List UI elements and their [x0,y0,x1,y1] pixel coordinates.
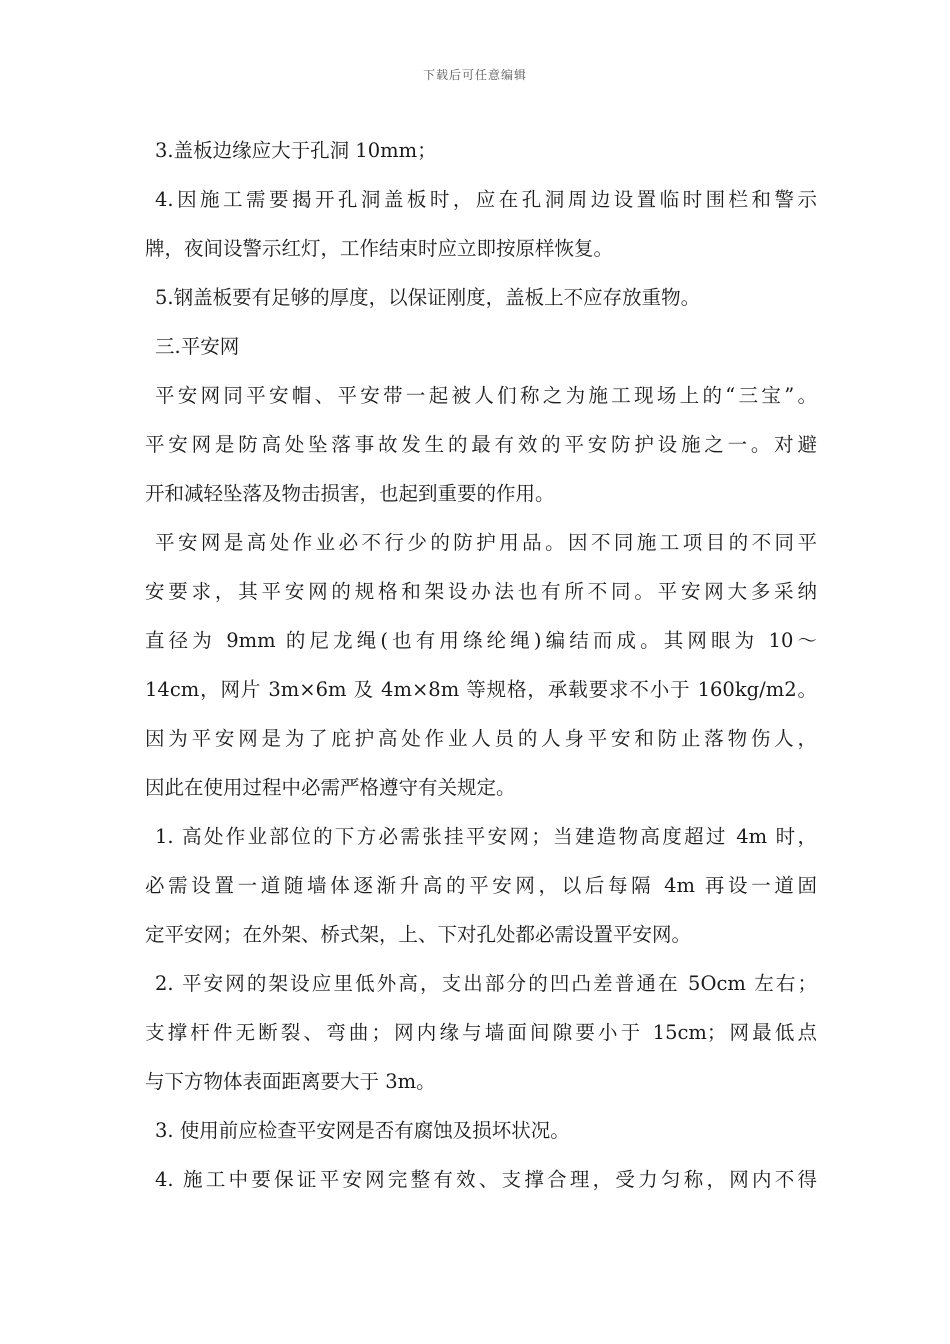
text-line: 平安网是高处作业必不行少的防护用品。因不同施工项目的不同平 [155,531,817,554]
text-line: 与下方物体表面距离要大于 3m。 [145,1070,436,1093]
text-line: 三.平安网 [155,335,240,358]
text-line: 2. 平安网的架设应里低外高，支出部分的凹凸差普通在 5Ocm 左右； [155,972,817,995]
text-line: 4. 施工中要保证平安网完整有效、支撑合理，受力匀称，网内不得 [155,1168,817,1191]
text-line: 牌，夜间设警示红灯，工作结束时应立即按原样恢复。 [145,237,614,260]
text-line: 直径为 9mm 的尼龙绳(也有用绦纶绳)编结而成。其网眼为 10～ [145,629,817,652]
text-line: 因此在使用过程中必需严格遵守有关规定。 [145,776,516,799]
text-line: 3. 使用前应检查平安网是否有腐蚀及损坏状况。 [155,1119,570,1142]
text-line: 定平安网；在外架、桥式架，上、下对孔处都必需设置平安网。 [145,923,692,946]
text-line: 1. 高处作业部位的下方必需张挂平安网；当建造物高度超过 4m 时， [155,825,817,848]
text-line: 4.因施工需要揭开孔洞盖板时，应在孔洞周边设置临时围栏和警示 [155,188,817,211]
text-line: 必需设置一道随墙体逐渐升高的平安网，以后每隔 4m 再设一道固 [145,874,817,897]
text-line: 5.钢盖板要有足够的厚度，以保证刚度，盖板上不应存放重物。 [155,286,701,309]
text-line: 开和减轻坠落及物击损害，也起到重要的作用。 [145,482,555,505]
text-line: 支撑杆件无断裂、弯曲；网内缘与墙面间隙要小于 15cm；网最低点 [145,1021,817,1044]
page-header: 下载后可任意编辑 [422,68,527,82]
text-line: 安要求，其平安网的规格和架设办法也有所不同。平安网大多采纳 [145,580,817,603]
text-line: 平安网是防高处坠落事故发生的最有效的平安防护设施之一。对避 [145,433,817,456]
text-line: 3.盖板边缘应大于孔洞 10mm； [155,139,437,162]
text-line: 14cm，网片 3m×6m 及 4m×8m 等规格，承载要求不小于 160kg/m2。 [145,678,817,701]
text-line: 平安网同平安帽、平安带一起被人们称之为施工现场上的“三宝”。 [155,384,817,407]
document-body [145,126,817,1204]
text-line: 因为平安网是为了庇护高处作业人员的人身平安和防止落物伤人， [145,727,817,750]
